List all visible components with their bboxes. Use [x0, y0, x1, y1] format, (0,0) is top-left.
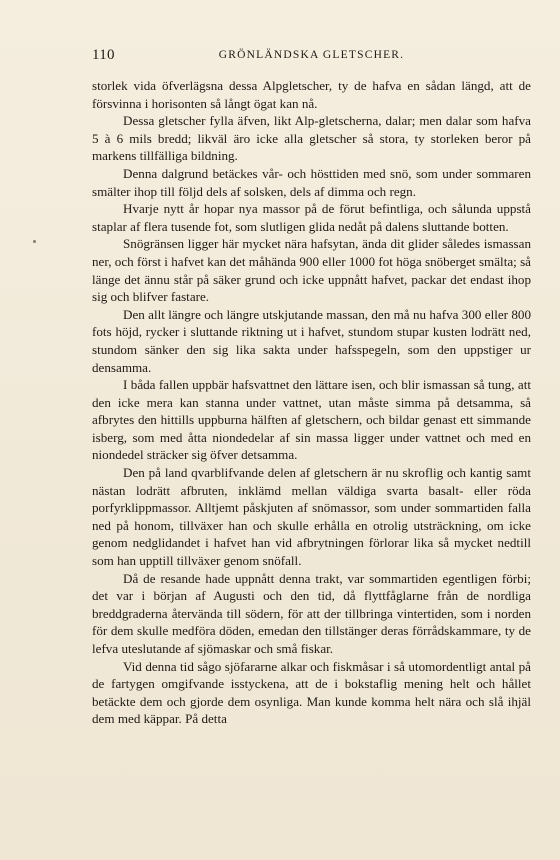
page-number: 110: [92, 47, 115, 63]
page-header: [92, 47, 531, 67]
paragraph: Då de resande hade uppnått denna trakt, var sommartiden egentligen förbi; det var i början af Augusti och den tid, då flyttfåglarne från de nordliga breddgraderna återvända till södern, för att der tillbringa vintertiden, som i norden för dem skulle medföra döden, emedan den tillstänger deras förrådskammare, ty de lefva uteslutande af sjömaskar och små fiskar.: [92, 570, 531, 656]
paragraph: Vid denna tid sågo sjöfararne alkar och fiskmåsar i så utomordentligt antal på de fartygen omgifvande isstyckena, att de i bokstaflig mening helt och hållet betäckte dem och gjorde dem osynliga. Man kunde komma helt nära och slå ihjäl dem med käppar. På detta: [92, 658, 531, 727]
paragraph-continued: storlek vida öfverlägsna dessa Alpgletscher, ty de hafva en sådan längd, att de försvinna i horisonten så långt ögat kan nå.: [92, 78, 531, 111]
paragraph: Dessa gletscher fylla äfven, likt Alp-gletscherna, dalar; men dalar som hafva 5 à 6 mils bredd; likväl äro icke alla gletscher så stora, ty storleken beror på markens tillfälliga bildning.: [92, 113, 531, 164]
paragraph: I båda fallen uppbär hafsvattnet den lättare isen, och blir ismassan så tung, att den icke mera kan stanna under vattnet, utan måste simma på detsamma, så afbrytes den hittills uppburna hälften af gletschern, och bildar genast ett simmande isberg, som med åtta niondedelar af sin massa ligger under vattnet och med en niondedel sträcker sig öfver detsamma.: [92, 377, 531, 463]
running-head: GRÖNLÄNDSKA GLETSCHER.: [218, 49, 405, 61]
paragraph: Den allt längre och längre utskjutande massan, den må nu hafva 300 eller 800 fots höjd, rycker i sluttande riktning ut i hafvet, stundom stupar kusten lodrätt ned, stundom sänker den sig lika sakta under hafsspegeln, som den uppstiger ur densamma.: [92, 306, 531, 375]
paper-speck: [33, 240, 36, 243]
body-text: [92, 77, 531, 728]
paragraph: Den på land qvarblifvande delen af gletschern är nu skroflig och kantig samt nästan lodrätt afbruten, inklämd mellan väldiga svarta basalt- eller röda porfyrklippmassor. Alltjemt påskjuten af snömassor, som under sommartiden falla ned på honom, tillväxer han och skulle erhålla en otrolig utsträckning, om icke genom nedglidandet i hafvet han vid afbrytningen förlorar lika så mycket nedtill som han upptill tillväxer genom snöfall.: [92, 465, 531, 569]
paragraph: Denna dalgrund betäckes vår- och hösttiden med snö, som under sommaren smälter ihop till följd dels af solsken, dels af dimma och regn.: [92, 165, 531, 199]
paragraph: Hvarje nytt år hopar nya massor på de förut befintliga, och sålunda uppstå staplar af flera tusende fot, som slutligen glida nedåt på dalens sluttande botten.: [92, 201, 531, 234]
paragraph: Snögränsen ligger här mycket nära hafsytan, ända dit glider således ismassan ner, och först i hafvet kan det måhända 900 eller 1000 fot höga snöberget smälta; så länge det ännu står på säker grund och icke uppnått hafvet, packar det endast ihop sig och blifver fastare.: [92, 236, 531, 305]
